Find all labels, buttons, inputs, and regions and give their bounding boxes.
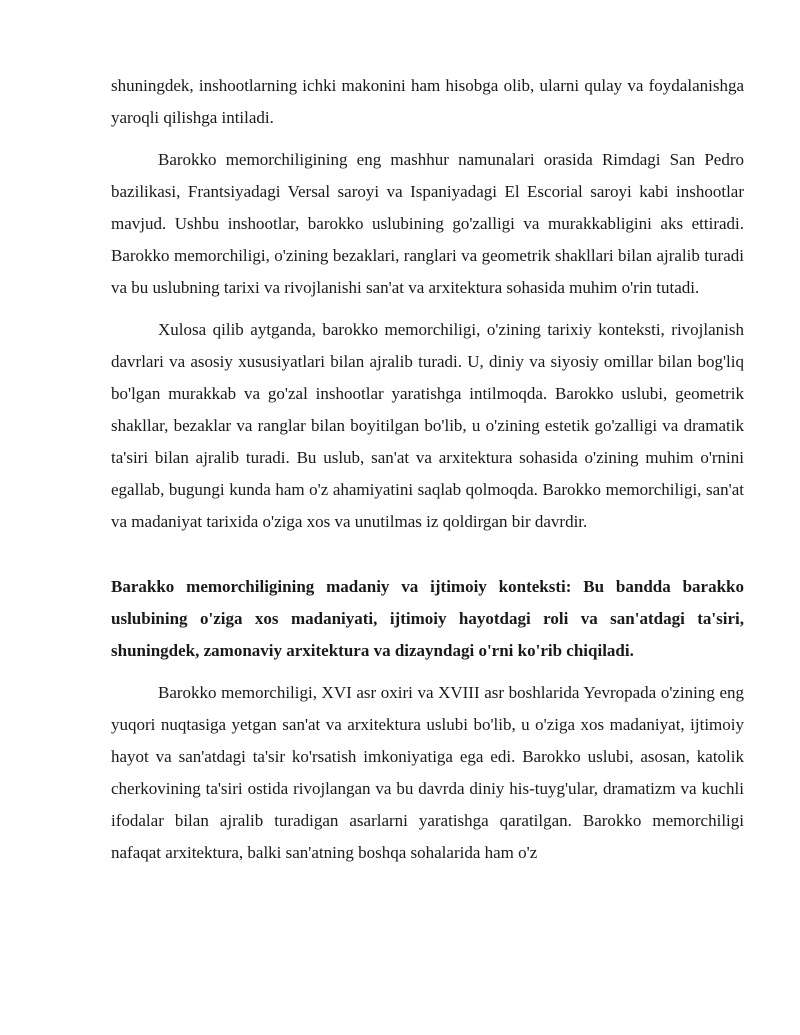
paragraph-section-body: Barokko memorchiligi, XVI asr oxiri va XVIII asr boshlarida Yevropada o'zining eng yuqori nuqtasiga yetgan san'at va arxitektura uslubi bo'lib, u o'ziga xos madaniyat, ijtimoiy hayot va san'atdagi ta'sir ko'rsatish imkoniyatiga ega edi. Barokko uslubi, asosan, katolik cherkovining ta'siri ostida rivojlangan va bu davrda diniy his-tuyg'ular, dramatizm va kuchli ifodalar bilan ajralib turadigan asarlarni yaratishga qaratilgan. Barokko memorchiligi nafaqat arxitektura, balki san'atning boshqa sohalarida ham o'z [111,683,744,862]
paragraph-continuation: shuningdek, inshootlarning ichki makonini ham hisobga olib, ularni qulay va foydalanishga yaroqli qilishga intiladi. [111,76,744,127]
paragraph-examples: Barokko memorchiligining eng mashhur namunalari orasida Rimdagi San Pedro bazilikasi, Frantsiyadagi Versal saroyi va Ispaniyadagi El Escorial saroyi kabi inshootlar mavjud. Ushbu inshootlar, barokko uslubining go'zalligi va murakkabligini aks ettiradi. Barokko memorchiligi, o'zining bezaklari, ranglari va geometrik shakllari bilan ajralib turadi va bu uslubning tarixi va rivojlanishi san'at va arxitektura sohasida muhim o'rin tutadi. [111,150,744,297]
document-page [111,70,744,879]
paragraph-conclusion: Xulosa qilib aytganda, barokko memorchiligi, o'zining tarixiy konteksti, rivojlanish davrlari va asosiy xususiyatlari bilan ajralib turadi. U, diniy va siyosiy omillar bilan bog'liq bo'lgan murakkab va go'zal inshootlar yaratishga intilmoqda. Barokko uslubi, geometrik shakllar, bezaklar va ranglar bilan boyitilgan bo'lib, u o'zining estetik go'zalligi va dramatik ta'siri bilan ajralib turadi. Bu uslub, san'at va arxitektura sohasida o'zining muhim o'rnini egallab, bugungi kunda ham o'z ahamiyatini saqlab qolmoqda. Barokko memorchiligi, san'at va madaniyat tarixida o'ziga xos va unutilmas iz qoldirgan bir davrdir. [111,320,744,531]
section-heading: Barakko memorchiligining madaniy va ijtimoiy konteksti: Bu bandda barakko uslubining o'ziga xos madaniyati, ijtimoiy hayotdagi roli va san'atdagi ta'siri, shuningdek, zamonaviy arxitektura va dizayndagi o'rni ko'rib chiqiladi. [111,577,744,660]
